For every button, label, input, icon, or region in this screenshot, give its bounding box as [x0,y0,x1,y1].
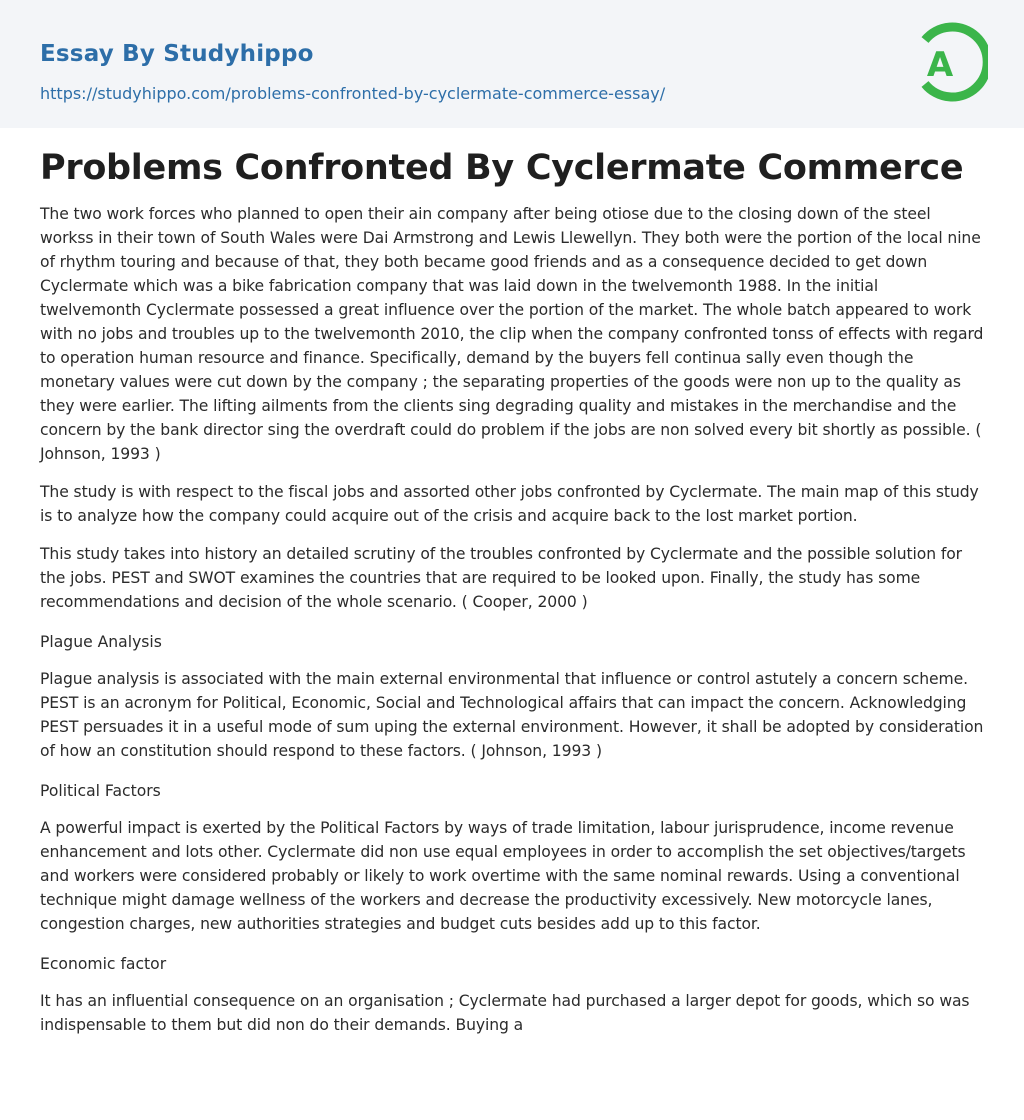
site-title[interactable]: Essay By Studyhippo [40,41,314,67]
paragraph-6: It has an influential consequence on an organisation ; Cyclermate had purchased a larger depot for goods, which so was indispensable to them but did non do their demands. Buying a [40,992,970,1034]
essay-url-link[interactable]: https://studyhippo.com/problems-confronted-by-cyclermate-commerce-essay/ [40,84,666,103]
section-heading-economic-factor: Economic factor [40,955,167,973]
section-heading-political-factors: Political Factors [40,782,161,800]
article [0,146,1024,1037]
site-header [0,0,1024,128]
section-heading-plague-analysis: Plague Analysis [40,633,162,651]
paragraph-1: The two work forces who planned to open their ain company after being otiose due to the closing down of the steel workss in their town of South Wales were Dai Armstrong and Lewis Llewellyn. They both were the portion of the local nine of rhythm touring and because of that, they both became good friends and as a consequence decided to get down Cyclermate which was a bike fabrication company that was laid down in the twelvemonth 1988. In the initial twelvemonth Cyclermate possessed a great influence over the portion of the market. The whole batch appeared to work with no jobs and troubles up to the twelvemonth 2010, the clip when the company confronted tonss of effects with regard to operation human resource and finance. Specifically, demand by the buyers fell continua sally even though the monetary values were cut down by the company ; the separating properties of the goods were non up to the quality as they were earlier. The lifting ailments from the clients sing degrading quality and mistakes in the merchandise and the concern by the bank director sing the overdraft could do problem if the jobs are non solved every bit shortly as possible. ( Johnson, 1993 ) [40,205,984,463]
studyhippo-logo-icon[interactable] [912,19,988,105]
paragraph-2: The study is with respect to the fiscal jobs and assorted other jobs confronted by Cyclermate. The main map of this study is to analyze how the company could acquire out of the crisis and acquire back to the lost market portion. [40,483,979,525]
logo-letter: A [926,45,954,85]
page-title: Problems Confronted By Cyclermate Commerce [40,148,964,188]
paragraph-4: Plague analysis is associated with the main external environmental that influence or control astutely a concern scheme. PEST is an acronym for Political, Economic, Social and Technological affairs that can impact the concern. Acknowledging PEST persuades it in a useful mode of sum uping the external environment. However, it shall be adopted by consideration of how an constitution should respond to these factors. ( Johnson, 1993 ) [40,670,984,760]
paragraph-5: A powerful impact is exerted by the Political Factors by ways of trade limitation, labour jurisprudence, income revenue enhancement and lots other. Cyclermate did non use equal employees in order to accomplish the set objectives/targets and workers were considered probably or likely to work overtime with the same nominal rewards. Using a conventional technique might damage wellness of the workers and decrease the productivity excessively. New motorcycle lanes, congestion charges, new authorities strategies and budget cuts besides add up to this factor. [40,819,966,933]
paragraph-3: This study takes into history an detailed scrutiny of the troubles confronted by Cyclermate and the possible solution for the jobs. PEST and SWOT examines the countries that are required to be looked upon. Finally, the study has some recommendations and decision of the whole scenario. ( Cooper, 2000 ) [40,545,962,611]
